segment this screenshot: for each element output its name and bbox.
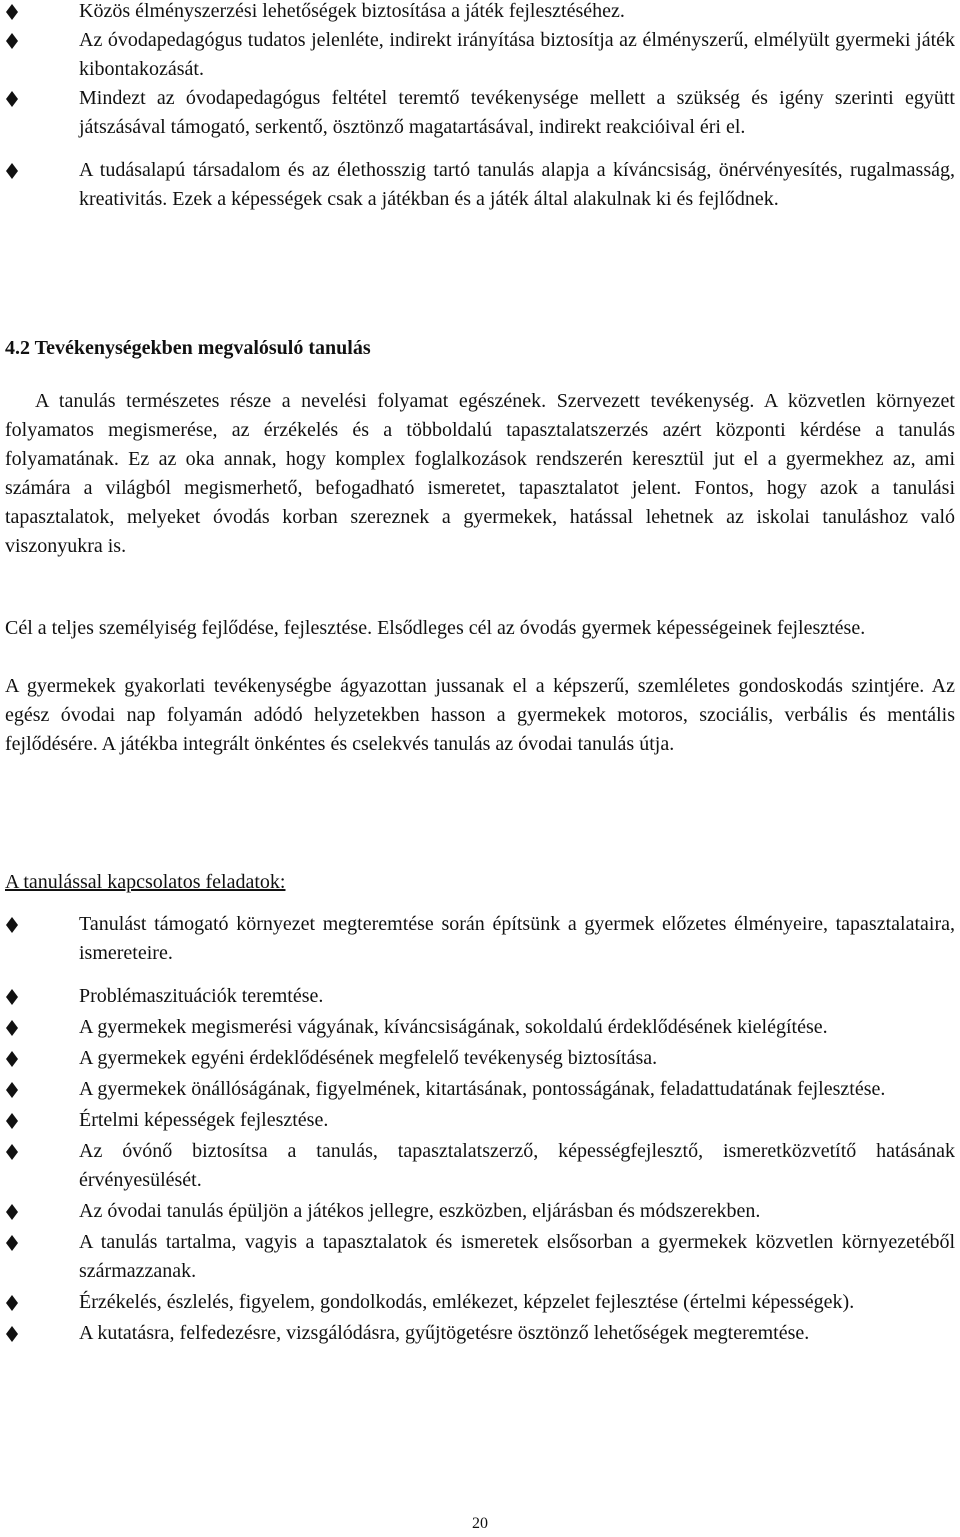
list-item-text: A gyermekek egyéni érdeklődésének megfelelő tevékenység biztosítása. <box>79 1047 658 1069</box>
list-item <box>0 1013 955 1042</box>
page-number: 20 <box>472 1515 488 1532</box>
list-item-text: Tanulást támogató környezet megteremtése során építsünk a gyermek előzetes élményeire, tapasztalataira, ismereteire. <box>79 913 955 964</box>
diamond-bullet-icon <box>6 1044 18 1073</box>
diamond-bullet-icon <box>6 26 18 55</box>
paragraph: A gyermekek gyakorlati tevékenységbe ágyazottan jussanak el a képszerű, szemléletes gondoskodás szintjére. Az egész óvodai nap folyamán adódó helyzetekben hasson a gyermekek motoros, szociális, verbális és mentális fejlődésére. A játékba integrált önkéntes és cselekvés tanulás az óvodai tanulás útja. <box>5 675 955 755</box>
diamond-bullet-icon <box>6 1197 18 1226</box>
list-item-text: Az óvodai tanulás épüljön a játékos jellegre, eszközben, eljárásban és módszerekben. <box>79 1200 761 1222</box>
list-item <box>0 84 955 142</box>
list-item-text: Mindezt az óvodapedagógus feltétel teremtő tevékenysége mellett a szükség és igény szerinti együtt játszásával támogató, serkentő, ösztönző magatartásával, indirekt reakcióival éri el. <box>79 87 955 138</box>
diamond-bullet-icon <box>6 1075 18 1104</box>
list-item <box>0 910 955 968</box>
list-item <box>0 1228 955 1286</box>
diamond-bullet-icon <box>6 156 18 185</box>
section-heading: 4.2 Tevékenységekben megvalósuló tanulás <box>5 337 371 359</box>
list-item <box>0 1319 955 1348</box>
diamond-bullet-icon <box>6 1137 18 1166</box>
diamond-bullet-icon <box>6 1288 18 1317</box>
list-item-text: A tanulás tartalma, vagyis a tapasztalatok és ismeretek elsősorban a gyermekek közvetlen környezetéből származzanak. <box>79 1231 955 1282</box>
diamond-bullet-icon <box>6 1106 18 1135</box>
list-item <box>0 0 955 26</box>
diamond-bullet-icon <box>6 1319 18 1348</box>
list-item-text: A gyermekek önállóságának, figyelmének, kitartásának, pontosságának, feladattudatának fejlesztése. <box>79 1078 886 1100</box>
list-item-text: Az óvónő biztosítsa a tanulás, tapasztalatszerző, képességfejlesztő, ismeretközvetítő hatásának érvényesülését. <box>79 1140 955 1191</box>
tasks-bullet-list <box>0 910 955 1348</box>
list-item-text: Problémaszituációk teremtése. <box>79 985 324 1007</box>
list-item <box>0 1197 955 1226</box>
list-item-text: Közös élményszerzési lehetőségek biztosítása a játék fejlesztéséhez. <box>79 0 625 22</box>
list-item-text: A gyermekek megismerési vágyának, kíváncsiságának, sokoldalú érdeklődésének kielégítése. <box>79 1016 828 1038</box>
list-item-text: Az óvodapedagógus tudatos jelenléte, indirekt irányítása biztosítja az élményszerű, elmélyült gyermeki játék kibontakozását. <box>79 29 955 80</box>
list-item <box>0 1106 955 1135</box>
list-item <box>0 1288 955 1317</box>
intro-bullet-list <box>0 0 955 214</box>
diamond-bullet-icon <box>6 1228 18 1257</box>
list-item-text: Érzékelés, észlelés, figyelem, gondolkodás, emlékezet, képzelet fejlesztése (értelmi képességek). <box>79 1291 855 1313</box>
paragraph: Cél a teljes személyiség fejlődése, fejlesztése. Elsődleges cél az óvodás gyermek képességeinek fejlesztése. <box>5 617 866 639</box>
tasks-heading: A tanulással kapcsolatos feladatok: <box>5 871 286 893</box>
list-item <box>0 26 955 84</box>
list-item <box>0 1137 955 1195</box>
list-item-text: Értelmi képességek fejlesztése. <box>79 1109 329 1131</box>
list-item <box>0 156 955 214</box>
list-item <box>0 1075 955 1104</box>
diamond-bullet-icon <box>6 910 18 939</box>
diamond-bullet-icon <box>6 0 18 26</box>
paragraph: A tanulás természetes része a nevelési folyamat egészének. Szervezett tevékenység. A közvetlen környezet folyamatos megismerése, az érzékelés és a többoldalú tapasztalatszerzés azért központi kérdése a tanulás folyamatának. Ez az oka annak, hogy komplex foglalkozások rendszerén keresztül jut el a gyermekhez az, ami számára a világból megismerhető, befogadható ismeretet, tapasztalatot jelent. Fontos, hogy azok a tanulási tapasztalatok, melyeket óvodás korban szereznek a gyermekek, hatással lehetnek az iskolai tanuláshoz való viszonyukra is. <box>5 390 955 557</box>
list-item <box>0 982 955 1011</box>
diamond-bullet-icon <box>6 982 18 1011</box>
list-item-text: A tudásalapú társadalom és az élethosszig tartó tanulás alapja a kíváncsiság, önérvényesítés, rugalmasság, kreativitás. Ezek a képességek csak a játékban és a játék által alakulnak ki és fejlődnek. <box>79 159 955 210</box>
list-item <box>0 1044 955 1073</box>
diamond-bullet-icon <box>6 84 18 113</box>
list-item-text: A kutatásra, felfedezésre, vizsgálódásra, gyűjtögetésre ösztönző lehetőségek megteremtése. <box>79 1322 810 1344</box>
diamond-bullet-icon <box>6 1013 18 1042</box>
